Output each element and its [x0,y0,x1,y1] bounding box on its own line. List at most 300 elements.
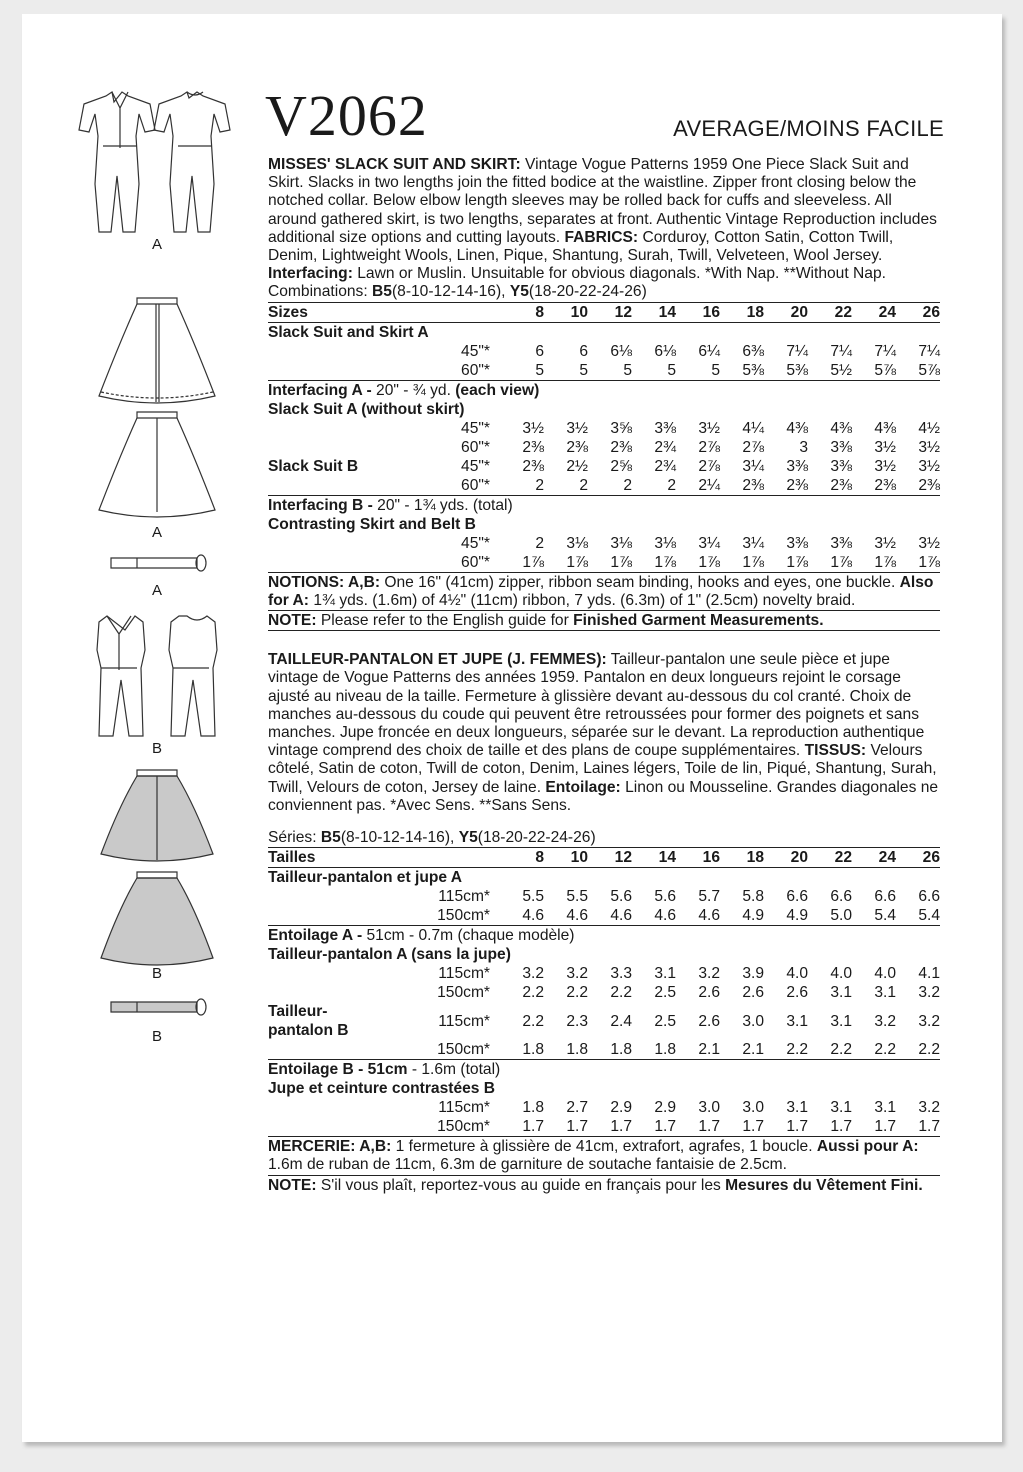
yardage-cell: 3.2 [918,1099,940,1117]
yardage-cell: 3⅝ [610,419,632,437]
yardage-cell: 3⅛ [654,534,676,552]
fabric-width: 150cm* [437,907,490,925]
yardage-cell: 2⅜ [522,457,544,475]
table-row [268,476,940,496]
note-bold: Mesures du Vêtement Fini. [725,1176,923,1194]
fabrics-label: FABRICS: [564,228,639,246]
yardage-cell: 6 [535,342,544,360]
yardage-cell: 2.5 [654,1012,676,1030]
table-row [268,887,940,906]
yardage-cell: 2.7 [566,1099,588,1117]
yardage-cell: 3½ [874,438,896,456]
yardage-cell: 1.7 [698,1118,720,1136]
yardage-cell: 2.5 [654,984,676,1002]
yardage-cell: 5 [623,361,632,379]
yardage-cell: 1⅞ [786,553,808,571]
yardage-cell: 1⅞ [698,553,720,571]
fabric-width: 60"* [461,438,490,456]
yardage-cell: 3⅜ [830,457,852,475]
belt-b-illustration [77,996,237,1020]
yardage-cell: 5.0 [830,907,852,925]
yardage-cell: 1⅞ [654,553,676,571]
table-row [268,534,940,553]
yardage-cell: 3½ [522,419,544,437]
yardage-cell: 3½ [874,534,896,552]
yardage-cell: 5 [535,361,544,379]
table-row [268,906,940,926]
fabric-width: 60"* [461,476,490,494]
size-cell: 16 [676,848,720,868]
size-cell: 14 [632,848,676,868]
entoilage-label: Entoilage: [545,778,621,796]
fabric-width: 150cm* [437,1041,490,1059]
yardage-cell: 3½ [566,419,588,437]
section-title: Tailleur-pantalon B [268,1003,349,1040]
yardage-cell: 1⅞ [830,553,852,571]
yardage-cell: 2⅜ [566,438,588,456]
yardage-cell: 4.1 [918,965,940,983]
yardage-cell: 5.7 [698,888,720,906]
section-title: Tailleur-pantalon A (sans la jupe) [268,946,511,964]
b5-sizes: (8-10-12-14-16), [391,283,510,301]
entoilage-b-label: Entoilage B - 51cm [268,1061,408,1079]
yardage-cell: 2¼ [698,476,720,494]
yardage-cell: 2.6 [698,1012,720,1030]
yardage-cell: 1.7 [522,1118,544,1136]
english-yardage-table [268,302,940,572]
yardage-cell: 2⅜ [918,476,940,494]
yardage-cell: 1⅞ [918,553,940,571]
note [268,1175,940,1195]
yardage-cell: 2⅜ [786,476,808,494]
yardage-cell: 2.2 [918,1041,940,1059]
yardage-cell: 4.6 [698,907,720,925]
section-title: Contrasting Skirt and Belt B [268,515,476,533]
yardage-cell: 3.2 [918,984,940,1002]
yardage-cell: 3⅛ [610,534,632,552]
section-title: Slack Suit B [268,457,359,475]
mercerie-label: MERCERIE: A,B: [268,1138,392,1156]
yardage-cell: 3¼ [698,534,720,552]
yardage-cell: 2 [535,476,544,494]
fabric-width: 45"* [461,457,490,475]
yardage-cell: 3½ [918,438,940,456]
table-row [268,1098,940,1117]
y5-sizes: (18-20-22-24-26) [528,283,647,301]
yardage-cell: 3.9 [742,965,764,983]
y5-sizes: (18-20-22-24-26) [477,829,596,847]
entoilage-b-amount: - 1.6m (total) [407,1061,501,1079]
size-cell: 10 [544,848,588,868]
size-cell: 22 [808,848,852,868]
yardage-cell: 1.7 [874,1118,896,1136]
aussi-text: 1.6m de ruban de 11cm, 6.3m de garniture de soutache fantaisie de 2.5cm. [268,1156,787,1174]
yardage-cell: 5⅞ [918,361,940,379]
interfacing-row [268,380,940,400]
entoilage-a-amount: 51cm - 0.7m (chaque modèle) [362,927,575,945]
yardage-cell: 3.3 [610,965,632,983]
fabrics-text: Corduroy, Cotton Satin, Cotton Twill, Denim, Lightweight Wools, Linen, Pique, Shantung, Surah, Twill, Velveteen, Wool Jersey. [268,228,894,265]
size-cell: 8 [500,302,544,322]
yardage-cell: 5.5 [566,888,588,906]
interfacing-a-note: (each view) [455,381,540,399]
sizes-header-row [268,848,940,868]
y5-label: Y5 [509,283,529,301]
yardage-cell: 2½ [566,457,588,475]
yardage-cell: 4.0 [786,965,808,983]
yardage-cell: 4.6 [654,907,676,925]
section-row [268,945,940,964]
size-cell: 12 [588,848,632,868]
table-row [268,438,940,457]
size-cell: 24 [852,848,896,868]
interfacing-b-label: Interfacing B - [268,496,373,514]
pattern-number: V2062 [265,83,428,148]
jumpsuit-a-illustration [77,84,237,236]
illustration-label: B [151,740,162,757]
yardage-cell: 7¼ [918,342,940,360]
yardage-cell: 4.6 [522,907,544,925]
yardage-cell: 2.2 [874,1041,896,1059]
yardage-cell: 3½ [918,534,940,552]
yardage-cell: 5.6 [610,888,632,906]
yardage-cell: 7¼ [830,342,852,360]
yardage-cell: 3.0 [698,1099,720,1117]
yardage-cell: 1⅞ [610,553,632,571]
b5-sizes: (8-10-12-14-16), [340,829,459,847]
illustration-label: A [151,236,162,253]
size-cell: 24 [852,302,896,322]
jumpsuit-b-illustration [77,612,237,740]
yardage-cell: 4⅜ [874,419,896,437]
yardage-cell: 2¾ [654,438,676,456]
entoilage-a-label: Entoilage A - [268,927,363,945]
yardage-cell: 5.8 [742,888,764,906]
yardage-cell: 3¼ [742,457,764,475]
sizes-header-row [268,302,940,322]
fabric-width: 45"* [461,342,490,360]
fabric-width: 45"* [461,534,490,552]
combinations-line [268,283,940,301]
entoilage-row [268,926,940,946]
fabric-width: 115cm* [438,1012,490,1030]
notions-label: NOTIONS: A,B: [268,573,381,591]
yardage-cell: 2.6 [786,984,808,1002]
yardage-cell: 4.6 [566,907,588,925]
size-cell: 18 [720,848,764,868]
yardage-cell: 5.6 [654,888,676,906]
yardage-cell: 3.1 [830,984,852,1002]
yardage-cell: 4½ [918,419,940,437]
yardage-cell: 7¼ [786,342,808,360]
yardage-cell: 6⅜ [742,342,764,360]
table-row [268,553,940,572]
yardage-cell: 3½ [874,457,896,475]
table-row [268,342,940,361]
description-title: TAILLEUR-PANTALON ET JUPE (J. FEMMES): [268,651,607,669]
yardage-cell: 3⅛ [566,534,588,552]
yardage-cell: 3.1 [786,1012,808,1030]
yardage-cell: 1.7 [610,1118,632,1136]
notions [268,572,940,610]
table-row [268,419,940,438]
fabric-width: 150cm* [437,984,490,1002]
yardage-cell: 1⅞ [522,553,544,571]
size-cell: 22 [808,302,852,322]
interfacing-label: Interfacing: [268,265,353,283]
skirt-a-open-illustration [77,296,237,406]
yardage-cell: 1.8 [522,1041,544,1059]
belt-a-illustration [77,552,237,576]
yardage-cell: 2⅞ [698,457,720,475]
entoilage-text: Linon ou Mousseline. Grandes diagonales ne conviennent pas. *Avec Sens. **Sans Sens. [268,778,939,814]
yardage-cell: 2 [579,476,588,494]
yardage-cell: 7¼ [874,342,896,360]
yardage-cell: 1⅞ [566,553,588,571]
english-description [268,156,940,283]
yardage-cell: 2.2 [522,1012,544,1030]
size-cell: 8 [500,848,544,868]
combinations-prefix: Combinations: [268,283,373,301]
yardage-cell: 5½ [830,361,852,379]
yardage-cell: 1.7 [830,1118,852,1136]
yardage-cell: 4¼ [742,419,764,437]
yardage-cell: 5⅜ [742,361,764,379]
yardage-cell: 4⅜ [830,419,852,437]
section-row [268,515,940,534]
b5-label: B5 [372,283,392,301]
notions-text: One 16" (41cm) zipper, ribbon seam binding, hooks and eyes, one buckle. [380,573,900,591]
section-title: Slack Suit A (without skirt) [268,400,465,418]
tissus-label: TISSUS: [804,742,867,760]
yardage-cell: 1.8 [610,1041,632,1059]
yardage-cell: 2.3 [566,1012,588,1030]
section-title: Slack Suit and Skirt A [268,323,429,341]
yardage-cell: 6.6 [786,888,808,906]
yardage-cell: 2.6 [742,984,764,1002]
yardage-cell: 1.7 [654,1118,676,1136]
section-row [268,868,940,888]
section-title: Jupe et ceinture contrastées B [268,1080,496,1098]
description-text: Vintage Vogue Patterns 1959 One Piece Slack Suit and Skirt. Slacks in two lengths join the fitted bodice at the waistline. Zipper front closing below the notched collar. Below elbow length sleeves may be rolled back for cuffs and sleeveless. All around gathered skirt, is two lengths, separates at front. Authentic Vintage Reproduction includes additional size options and cutting layouts. [268,156,937,246]
yardage-cell: 3⅜ [786,457,808,475]
description-title: MISSES' SLACK SUIT AND SKIRT: [268,156,521,173]
section-row [268,400,940,419]
yardage-cell: 3.0 [742,1099,764,1117]
yardage-cell: 2 [535,534,544,552]
sizes-label: Sizes [268,302,500,322]
yardage-cell: 3.1 [830,1012,852,1030]
yardage-cell: 1⅞ [874,553,896,571]
note-label: NOTE: [268,1176,317,1194]
yardage-cell: 3.1 [874,1099,896,1117]
series-line [268,829,940,847]
size-cell: 20 [764,302,808,322]
table-row [268,964,940,983]
fabric-width: 115cm* [438,1099,490,1117]
table-row [268,457,940,476]
yardage-cell: 3.2 [698,965,720,983]
series-prefix: Séries: [268,829,321,847]
illustration-label: A [151,582,162,599]
fabric-width: 45"* [461,419,490,437]
section-title: Tailleur-pantalon et jupe A [268,869,463,887]
yardage-cell: 3⅜ [786,534,808,552]
size-cell: 14 [632,302,676,322]
illustration-label: B [151,965,162,982]
table-row [268,1040,940,1060]
section-row [268,322,940,342]
yardage-cell: 2⅜ [830,476,852,494]
yardage-cell: 4.9 [786,907,808,925]
yardage-cell: 3.2 [874,1012,896,1030]
illustration-label: B [151,1028,162,1045]
yardage-cell: 6¼ [698,342,720,360]
difficulty-level: AVERAGE/MOINS FACILE [673,116,944,141]
yardage-cell: 2 [667,476,676,494]
yardage-cell: 2.2 [610,984,632,1002]
yardage-cell: 3⅜ [830,438,852,456]
yardage-cell: 1.7 [786,1118,808,1136]
yardage-cell: 5⅞ [874,361,896,379]
yardage-cell: 3.1 [830,1099,852,1117]
fabric-width: 150cm* [437,1118,490,1136]
yardage-cell: 2⅞ [742,438,764,456]
sizes-label: Tailles [268,848,500,868]
yardage-cell: 5.4 [918,907,940,925]
yardage-cell: 2.1 [742,1041,764,1059]
description-text: Tailleur-pantalon une seule pièce et jupe vintage de Vogue Patterns des années 1959. Pantalon en deux longueurs rejoint le corsage ajusté au niveau de la taille. Fermeture à glissière devant au-dessous du col cranté. Choix de manches au-dessous du coude qui peuvent être retroussées pour former des poignets et sans manches. Jupe froncée en deux longueurs, séparée sur le devant. La reproduction authentique vintage comprend des choix de taille et des plans de coupe supplémentaires. [268,651,925,760]
table-row [268,983,940,1002]
yardage-cell: 1⅞ [742,553,764,571]
yardage-cell: 3½ [698,419,720,437]
interfacing-a-label: Interfacing A - [268,381,372,399]
yardage-cell: 2.4 [610,1012,632,1030]
yardage-cell: 2.9 [610,1099,632,1117]
yardage-cell: 3.2 [566,965,588,983]
yardage-cell: 2.9 [654,1099,676,1117]
yardage-cell: 2.2 [522,984,544,1002]
table-row [268,1002,940,1040]
mercerie [268,1136,940,1174]
interfacing-text: Lawn or Muslin. Unsuitable for obvious diagonals. *With Nap. **Without Nap. [352,265,886,283]
skirt-b-front-illustration [77,768,237,864]
entoilage-row [268,1060,940,1080]
yardage-cell: 1.8 [522,1099,544,1117]
yardage-cell: 6⅛ [654,342,676,360]
yardage-cell: 1.7 [918,1118,940,1136]
note [268,610,940,631]
yardage-cell: 5.4 [874,907,896,925]
skirt-a-back-illustration [77,410,237,522]
yardage-cell: 3⅜ [654,419,676,437]
yardage-cell: 3.1 [786,1099,808,1117]
size-cell: 26 [896,848,940,868]
french-description [268,651,940,815]
yardage-cell: 3 [799,438,808,456]
b5-label: B5 [320,829,341,847]
size-cell: 20 [764,848,808,868]
y5-label: Y5 [458,829,478,847]
yardage-cell: 2.2 [566,984,588,1002]
fabric-width: 115cm* [438,888,490,906]
yardage-cell: 2⅝ [610,457,632,475]
yardage-cell: 5 [579,361,588,379]
yardage-cell: 4.0 [830,965,852,983]
yardage-cell: 3½ [918,457,940,475]
yardage-cell: 4.0 [874,965,896,983]
yardage-cell: 2 [623,476,632,494]
yardage-cell: 6 [579,342,588,360]
section-row [268,1079,940,1098]
yardage-cell: 2.2 [786,1041,808,1059]
yardage-cell: 4.6 [610,907,632,925]
yardage-cell: 3.1 [654,965,676,983]
skirt-b-back-illustration [77,870,237,968]
fabric-width: 60"* [461,361,490,379]
aussi-label: Aussi pour A: [816,1138,919,1156]
yardage-cell: 2.2 [830,1041,852,1059]
yardage-cell: 5⅜ [786,361,808,379]
yardage-cell: 1.8 [654,1041,676,1059]
also-label: Also for A: [268,573,934,609]
yardage-cell: 6.6 [918,888,940,906]
yardage-cell: 6.6 [830,888,852,906]
interfacing-b-amount: 20" - 1¾ yds. (total) [372,496,513,514]
illustration-label: A [151,524,162,541]
yardage-cell: 5 [667,361,676,379]
yardage-cell: 4⅜ [786,419,808,437]
yardage-cell: 6⅛ [610,342,632,360]
size-cell: 26 [896,302,940,322]
size-cell: 12 [588,302,632,322]
note-text: S'il vous plaît, reportez-vous au guide en français pour les [316,1176,726,1194]
yardage-cell: 2⅜ [522,438,544,456]
yardage-cell: 3.0 [742,1012,764,1030]
mercerie-text: 1 fermeture à glissière de 41cm, extrafort, agrafes, 1 boucle. [391,1138,817,1156]
yardage-cell: 3.1 [874,984,896,1002]
tissus-text: Velours côtelé, Satin de coton, Twill de coton, Denim, Laines légers, Toile de lin, Piqué, Shantung, Surah, Twill, Velours de coton, Jersey de laine. [268,742,937,796]
table-row [268,361,940,381]
note-bold: Finished Garment Measurements. [573,612,824,630]
yardage-cell: 1.7 [566,1118,588,1136]
yardage-cell: 3⅜ [830,534,852,552]
note-text: Please refer to the English guide for [316,612,574,630]
yardage-cell: 1.7 [742,1118,764,1136]
yardage-cell: 2⅞ [698,438,720,456]
yardage-cell: 2⅜ [874,476,896,494]
yardage-cell: 3¼ [742,534,764,552]
interfacing-a-amount: 20" - ¾ yd. [371,381,456,399]
size-cell: 18 [720,302,764,322]
yardage-cell: 3.2 [918,1012,940,1030]
yardage-cell: 2¾ [654,457,676,475]
yardage-cell: 5.5 [522,888,544,906]
yardage-cell: 6.6 [874,888,896,906]
french-yardage-table [268,847,940,1136]
interfacing-row [268,495,940,515]
fabric-width: 60"* [461,553,490,571]
yardage-cell: 2.6 [698,984,720,1002]
table-row [268,1117,940,1136]
yardage-cell: 4.9 [742,907,764,925]
size-cell: 16 [676,302,720,322]
envelope-text [268,156,940,1195]
note-label: NOTE: [268,612,317,630]
yardage-cell: 1.8 [566,1041,588,1059]
yardage-cell: 5 [711,361,720,379]
fabric-width: 115cm* [438,965,490,983]
